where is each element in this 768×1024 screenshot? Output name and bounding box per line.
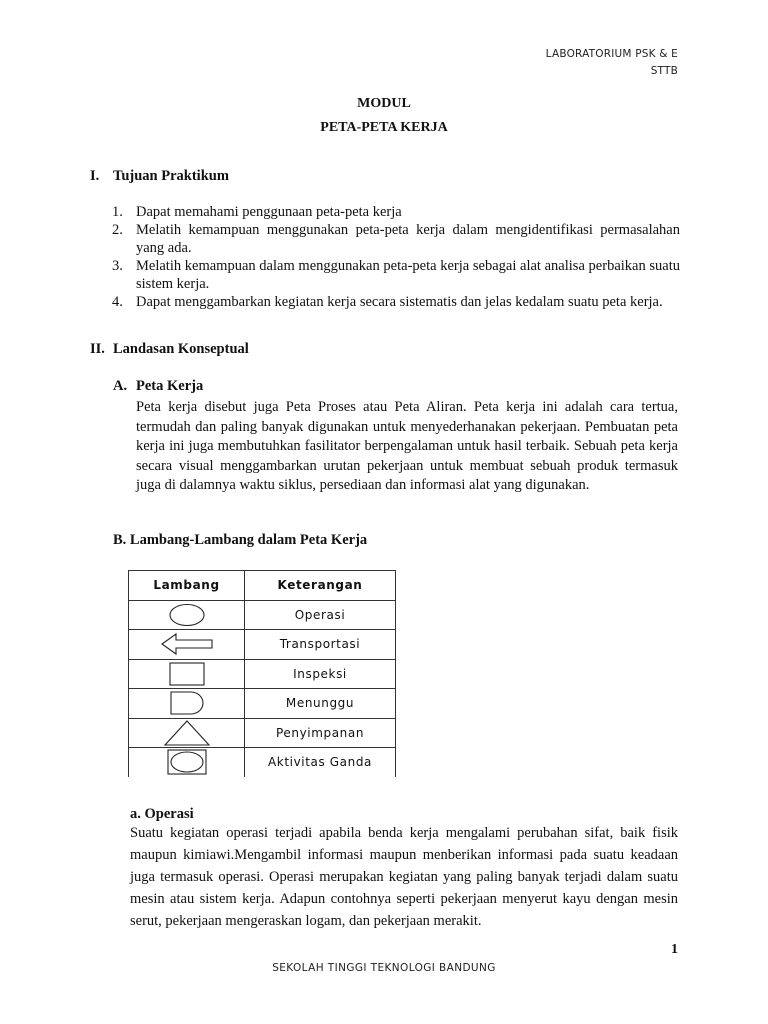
- square-icon: [167, 662, 207, 686]
- table-header-row: [129, 571, 396, 601]
- list-item-text: Melatih kemampuan menggunakan peta-peta kerja dalam mengidentifikasi permasalahan yang ada.: [136, 222, 680, 256]
- list-item-number: 4.: [112, 294, 123, 310]
- arrow-left-icon: [159, 632, 215, 656]
- page-footer: SEKOLAH TINGGI TEKNOLOGI BANDUNG: [272, 962, 496, 974]
- symbols-table: [128, 570, 396, 777]
- symbol-cell: [129, 748, 245, 777]
- circle-icon: [167, 603, 207, 627]
- operasi-paragraph: Suatu kegiatan operasi terjadi apabila benda kerja mengalami perubahan sifat, baik fisik maupun kimiawi.Mengambil informasi maupun menberikan informasi pada suatu keadaan juga termasuk operasi. Operasi merupakan kegiatan yang paling banyak terjadi dalam suatu mesin atau sistem kerja. Adapun contohnya seperti pekerjaan menyerut kayu dengan mesin serut, pekerjaan mengeraskan logam, dan pekerjaan merakit.: [130, 825, 678, 929]
- header-lab-name: LABORATORIUM PSK & E: [545, 48, 678, 60]
- symbol-cell: [129, 718, 245, 748]
- symbol-label: Aktivitas Ganda: [245, 748, 396, 777]
- list-item: [90, 257, 680, 293]
- section-2-number: II.: [90, 341, 105, 357]
- list-item-text: Dapat menggambarkan kegiatan kerja secara sistematis dan jelas kedalam suatu peta kerja.: [136, 294, 663, 310]
- goals-list: [90, 203, 680, 311]
- list-item-number: 2.: [112, 222, 123, 238]
- list-item: [90, 221, 680, 257]
- subsection-b-heading: B. Lambang-Lambang dalam Peta Kerja: [113, 532, 368, 548]
- symbol-label: Operasi: [245, 600, 396, 630]
- symbol-cell: [129, 659, 245, 689]
- circle-in-square-icon: [165, 749, 209, 775]
- list-item-text: Dapat memahami penggunaan peta-peta kerja: [136, 204, 402, 220]
- document-title: [0, 92, 768, 140]
- title-line-1: MODUL: [357, 96, 411, 111]
- section-2-title: Landasan Konseptual: [113, 341, 249, 357]
- list-item: [90, 293, 680, 311]
- section-1-heading: [90, 168, 229, 185]
- table-row: [129, 689, 396, 719]
- list-item-number: 1.: [112, 204, 123, 220]
- subsection-a-heading: [113, 378, 203, 395]
- subsection-a-number: A.: [113, 378, 128, 394]
- symbol-label: Menunggu: [245, 689, 396, 719]
- table-row: [129, 600, 396, 630]
- symbol-cell: [129, 600, 245, 630]
- list-item: [90, 203, 680, 221]
- subsection-a-title: Peta Kerja: [136, 378, 204, 394]
- list-item-text: Melatih kemampuan dalam menggunakan peta-peta kerja sebagai alat analisa perbaikan suatu sistem kerja.: [136, 258, 680, 292]
- section-2-heading: [90, 341, 249, 358]
- list-item-number: 3.: [112, 258, 123, 274]
- section-1-title: Tujuan Praktikum: [113, 168, 229, 184]
- triangle-icon: [162, 720, 212, 746]
- peta-kerja-paragraph: Peta kerja disebut juga Peta Proses atau Peta Aliran. Peta kerja ini adalah cara tertua, termudah dan paling banyak digunakan untuk menyederhanakan pekerjaan. Pembuatan peta kerja ini juga membutuhkan fasilitator berpengalaman untuk hasil terbaik. Sebuah peta kerja secara visual menggambarkan urutan pekerjaan untuk membuat sebuah produk termasuk juga di dalamnya waktu siklus, persediaan dan informasi alat yang digunakan.: [136, 399, 678, 493]
- section-1-number: I.: [90, 168, 100, 184]
- d-shape-icon: [167, 691, 207, 715]
- page-header: [546, 46, 678, 80]
- symbol-label: Penyimpanan: [245, 718, 396, 748]
- symbol-label: Inspeksi: [245, 659, 396, 689]
- column-header-lambang: Lambang: [129, 571, 245, 601]
- title-line-2: PETA-PETA KERJA: [320, 120, 448, 135]
- table-row: [129, 630, 396, 660]
- symbol-label: Transportasi: [245, 630, 396, 660]
- header-institution: STTB: [650, 65, 678, 77]
- symbol-cell: [129, 630, 245, 660]
- table-row: [129, 718, 396, 748]
- table-row: [129, 748, 396, 777]
- page-number: 1: [671, 942, 678, 957]
- symbol-cell: [129, 689, 245, 719]
- operasi-heading: a. Operasi: [130, 806, 194, 822]
- table-row: [129, 659, 396, 689]
- column-header-keterangan: Keterangan: [245, 571, 396, 601]
